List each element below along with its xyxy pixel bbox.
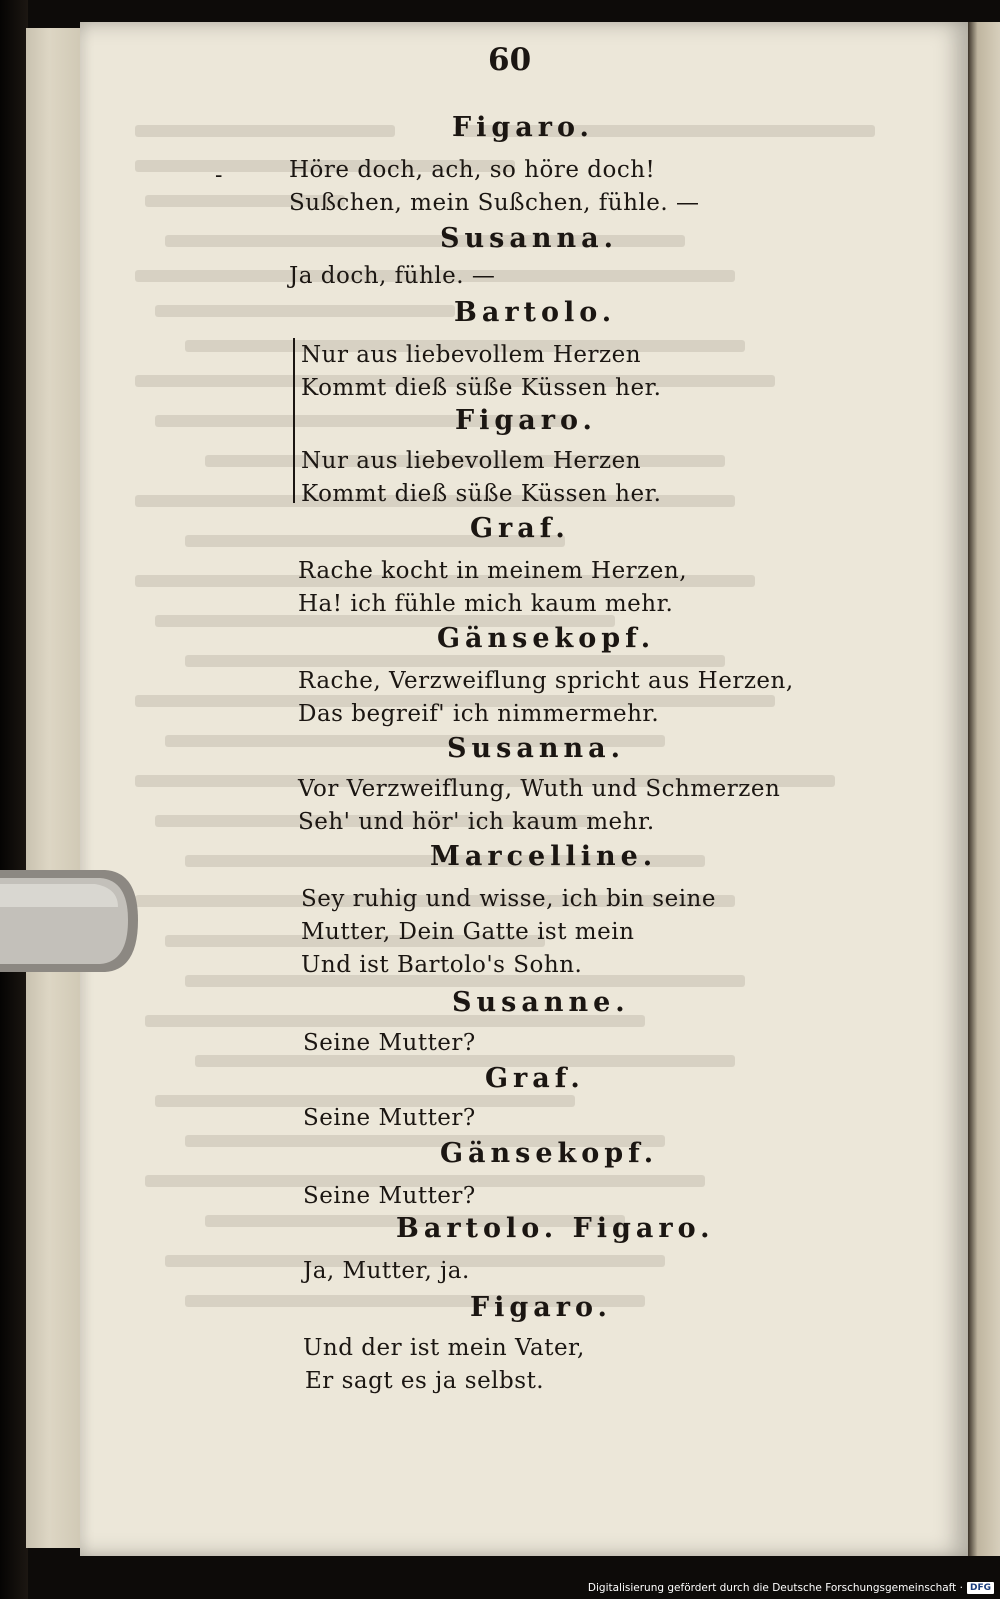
verse-line: Seine Mutter? [303, 1183, 476, 1209]
page-number: 60 [488, 42, 532, 78]
speaker-name: Graf. [470, 513, 570, 544]
verse-line: Vor Verzweiflung, Wuth und Schmerzen [298, 776, 781, 802]
digitization-footer [588, 1578, 994, 1598]
verse-line: Und ist Bartolo's Sohn. [301, 952, 583, 978]
stray-mark: - [215, 163, 223, 188]
verse-line: Ja, Mutter, ja. [303, 1258, 470, 1284]
speaker-name: Figaro. [452, 112, 594, 143]
verse-line: Sußchen, mein Sußchen, fühle. — [289, 190, 700, 216]
verse-line: Höre doch, ach, so höre doch! [289, 157, 656, 183]
verse-line: Das begreif' ich nimmermehr. [298, 701, 660, 727]
verse-line: Er sagt es ja selbst. [305, 1368, 545, 1394]
speaker-name: Marcelline. [430, 841, 658, 872]
footer-credit: Digitalisierung gefördert durch die Deutsche Forschungsgemeinschaft · [587, 1582, 963, 1594]
verse-line: Und der ist mein Vater, [303, 1335, 585, 1361]
verse-line: Seine Mutter? [303, 1105, 476, 1131]
verse-line: Mutter, Dein Gatte ist mein [301, 919, 635, 945]
verse-line: Nur aus liebevollem Herzen [301, 342, 642, 368]
verse-line: Seine Mutter? [303, 1030, 476, 1056]
verse-line: Kommt dieß süße Küssen her. [301, 481, 662, 507]
dfg-logo: DFG [967, 1582, 994, 1594]
speaker-name: Bartolo. Figaro. [396, 1213, 715, 1244]
verse-line: Nur aus liebevollem Herzen [301, 448, 642, 474]
speaker-name: Susanna. [440, 223, 618, 254]
speaker-name: Bartolo. [454, 297, 617, 328]
speaker-name: Figaro. [455, 405, 597, 436]
verse-line: Sey ruhig und wisse, ich bin seine [301, 886, 716, 912]
duet-bracket [293, 338, 295, 503]
speaker-name: Graf. [485, 1063, 585, 1094]
verse-line: Rache kocht in meinem Herzen, [298, 558, 688, 584]
speaker-name: Gänsekopf. [440, 1138, 659, 1169]
verse-line: Ja doch, fühle. — [289, 263, 496, 289]
verse-line: Rache, Verzweiflung spricht aus Herzen, [298, 668, 794, 694]
speaker-name: Gänsekopf. [437, 623, 656, 654]
speaker-name: Figaro. [470, 1292, 612, 1323]
verse-line: Kommt dieß süße Küssen her. [301, 375, 662, 401]
speaker-name: Susanne. [452, 987, 630, 1018]
verse-line: Seh' und hör' ich kaum mehr. [298, 809, 655, 835]
speaker-name: Susanna. [447, 733, 625, 764]
verse-line: Ha! ich fühle mich kaum mehr. [298, 591, 674, 617]
